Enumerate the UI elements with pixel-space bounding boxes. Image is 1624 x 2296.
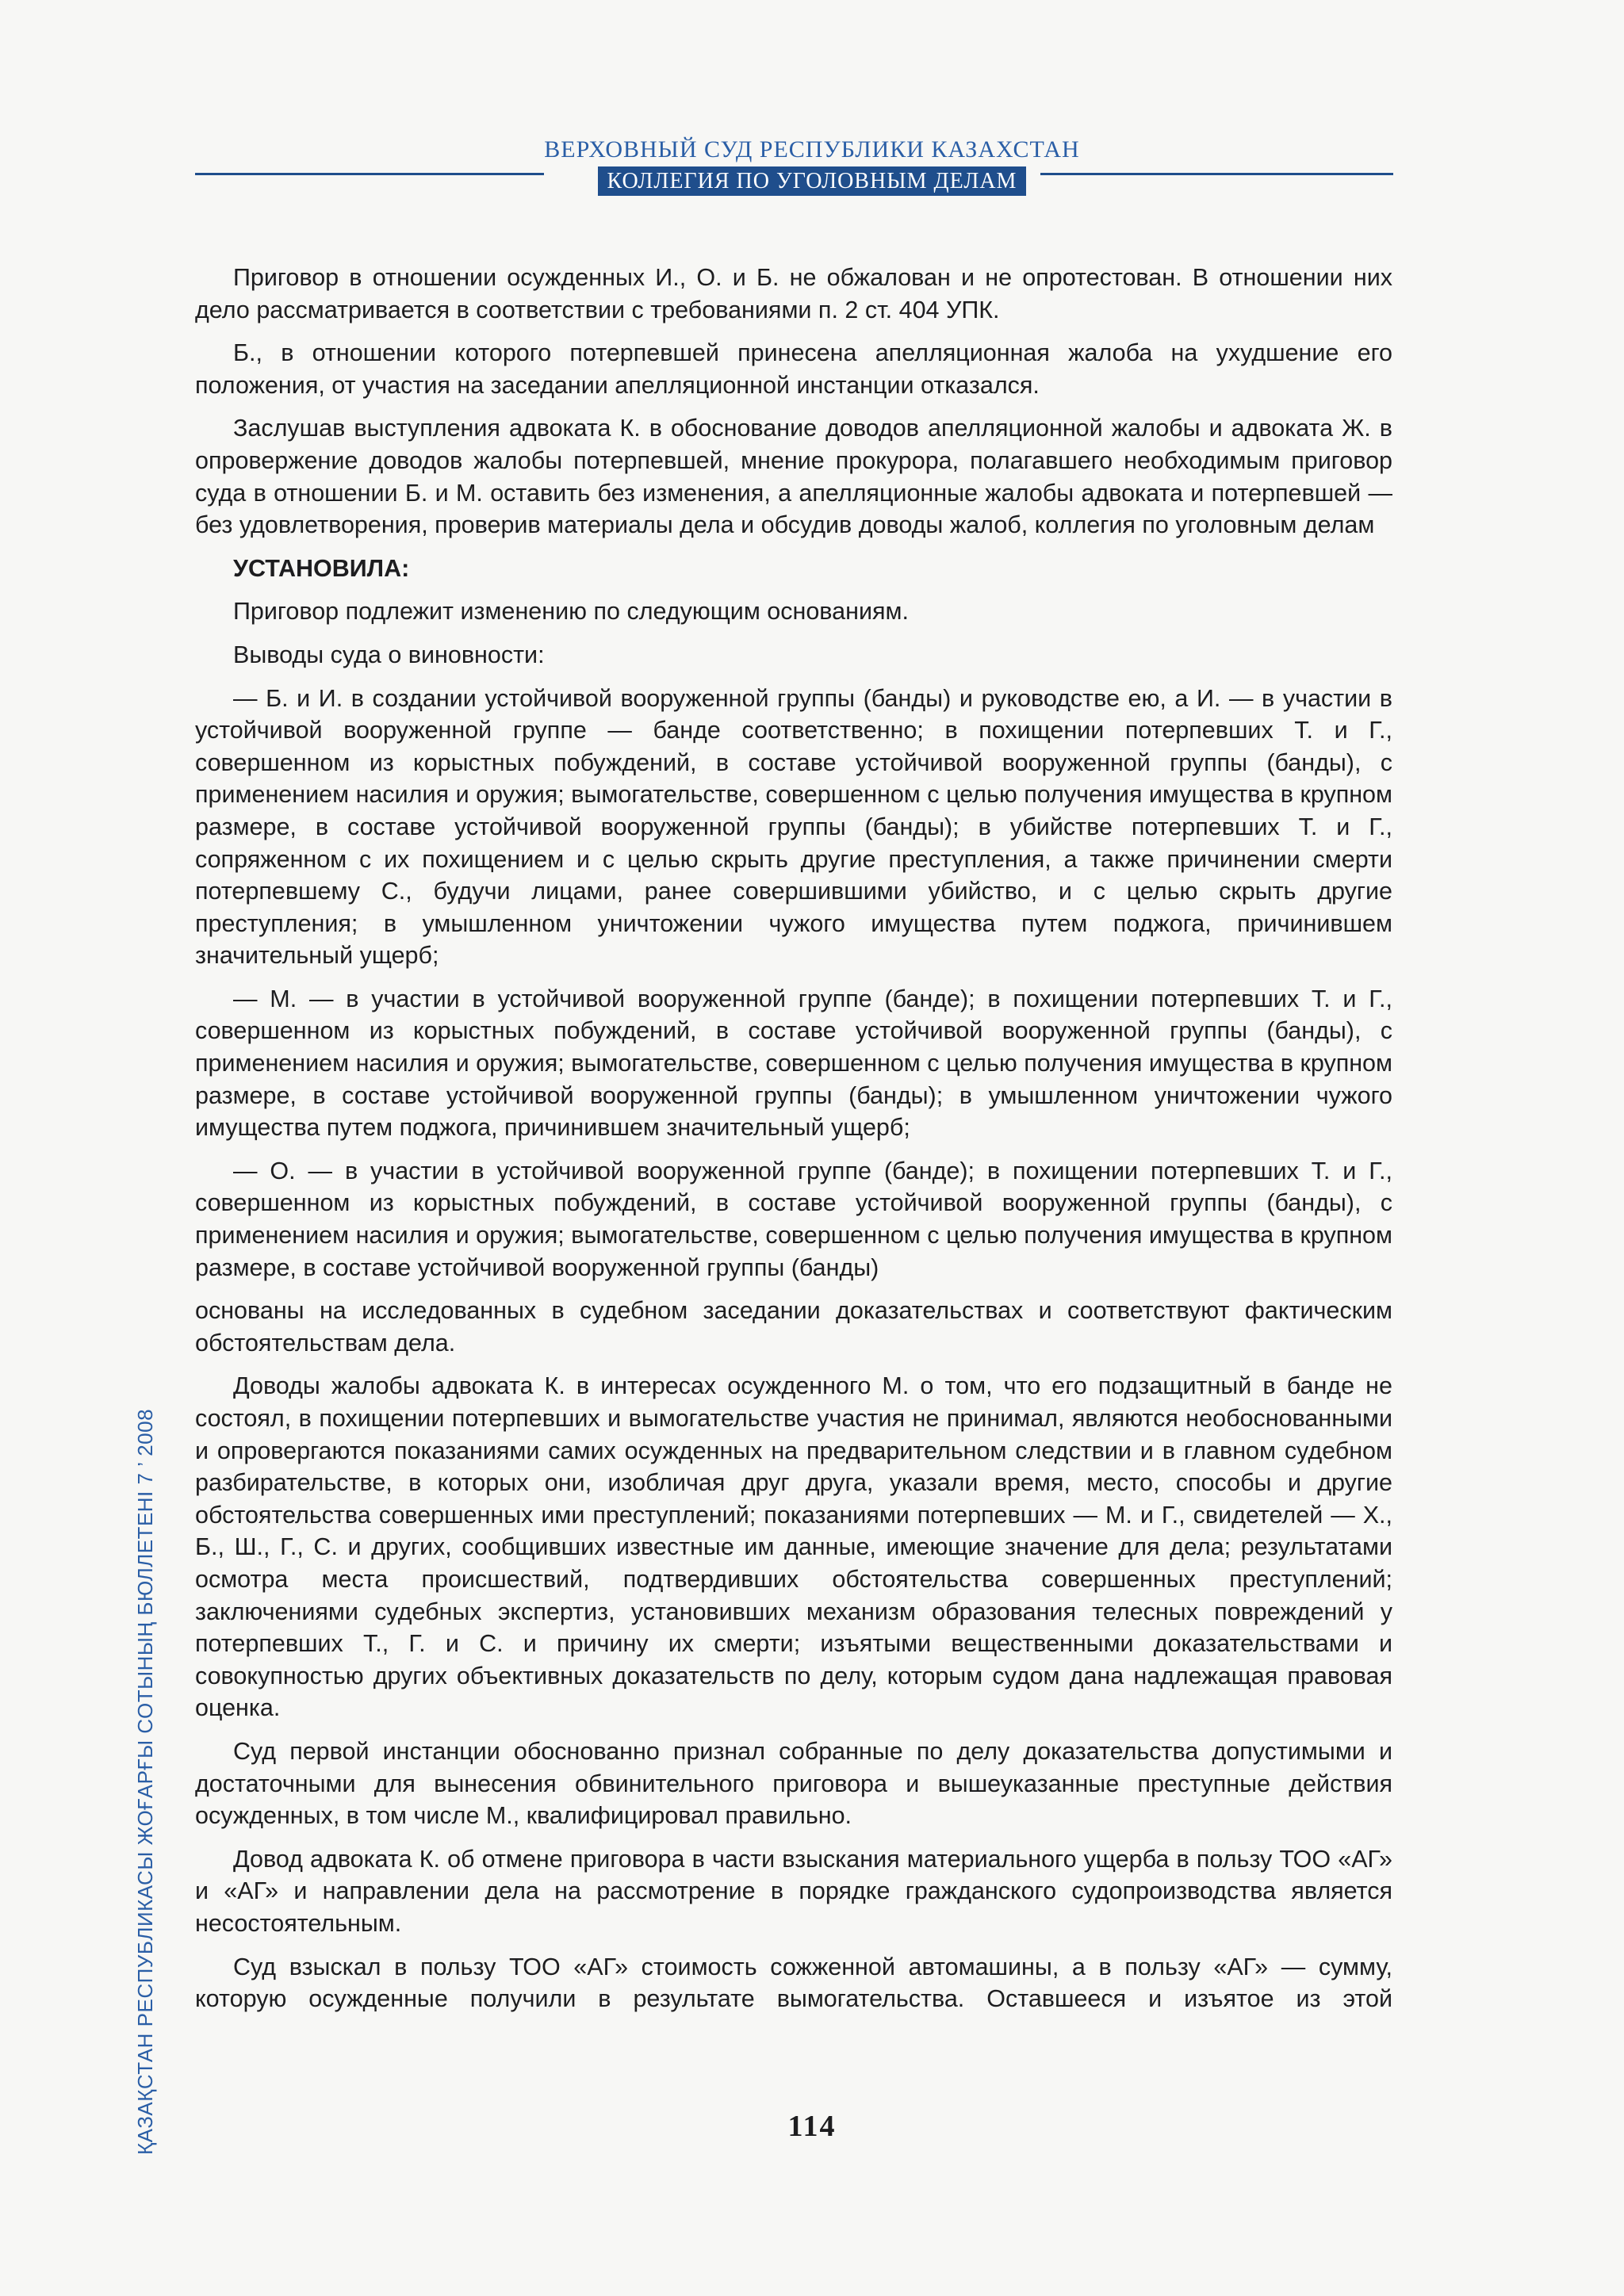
paragraph: Приговор в отношении осужденных И., О. и Б. не обжалован и не опротестован. В отношении них дело рассматривается в соответствии с требованиями п. 2 ст. 404 УПК. <box>195 264 1392 323</box>
paragraph: — Б. и И. в создании устойчивой вооруженной группы (банды) и руководстве ею, а И. — в участии в устойчивой вооруженной группе — банде соответственно; в похищении потерпевших Т. и Г., совершенном из корыстных побуждений, в составе устойчивой вооруженной группы (банды), с применением насилия и оружия; вымогательстве, совершенном с целью получения имущества в крупном размере, в составе устойчивой вооруженной группы (банды); в убийстве потерпевших Т. и Г., сопряженном с их похищением и с целью скрыть другие преступления, а также причинении смерти потерпевшему С., будучи лицами, ранее совершившими убийство, и с целью скрыть другие преступления; в умышленном уничтожении чужого имущества путем поджога, причинившем значительный ущерб; <box>195 684 1392 970</box>
paragraph: Б., в отношении которого потерпевшей принесена апелляционная жалоба на ухудшение его положения, от участия на заседании апелляционной инстанции отказался. <box>195 339 1392 399</box>
page-number: 114 <box>787 2110 837 2143</box>
header-subtitle-wrap <box>0 166 1624 196</box>
paragraph: Суд первой инстанции обоснованно признал собранные по делу доказательства допустимыми и достаточными для вынесения обвинительного приговора и вышеуказанные преступные действия осужденных, в том числе М., квалифицировал правильно. <box>195 1737 1392 1830</box>
paragraph: основаны на исследованных в судебном заседании доказательствах и соответствуют фактическим обстоятельствам дела. <box>195 1297 1392 1357</box>
header-subtitle: КОЛЛЕГИЯ ПО УГОЛОВНЫМ ДЕЛАМ <box>598 166 1027 196</box>
section-heading: УСТАНОВИЛА: <box>233 554 410 582</box>
paragraph: Суд взыскал в пользу ТОО «АГ» стоимость сожженной автомашины, а в пользу «АГ» — сумму, которую осужденные получили в результате вымогательства. Оставшееся и изъятое из этой <box>195 1953 1392 2013</box>
body-text <box>195 262 1392 2026</box>
paragraph: Приговор подлежит изменению по следующим основаниям. <box>233 598 909 626</box>
paragraph: — О. — в участии в устойчивой вооруженной группе (банде); в похищении потерпевших Т. и Г., совершенном из корыстных побуждений, в составе устойчивой вооруженной группы (банды), с применением насилия и оружия; вымогательстве, совершенном с целью получения имущества в крупном размере, в составе устойчивой вооруженной группы (банды) <box>195 1157 1392 1281</box>
paragraph: Доводы жалобы адвоката К. в интересах осужденного М. о том, что его подзащитный в банде не состоял, в похищении потерпевших и вымогательстве участия не принимал, являются необоснованными и опровергаются показаниями самих осужденных на предварительном следствии и в главном судебном разбирательстве, в которых они, изобличая друг друга, указали время, место, способы и другие обстоятельства совершенных ими преступлений; показаниями потерпевших — М. и Г., свидетелей — Х., Б., Ш., Г., С. и других, сообщивших известные им данные, имеющие значение для дела; результатами осмотра места происшествий, подтвердивших обстоятельства совершенных преступлений; заключениями судебных экспертиз, установивших механизм образования телесных повреждений у потерпевших Т., Г. и С. и причину их смерти; изъятыми вещественными доказательствами и совокупностью других объективных доказательств по делу, которым судом дана надлежащая правовая оценка. <box>195 1372 1392 1722</box>
paragraph: Довод адвоката К. об отмене приговора в части взыскания материального ущерба в пользу ТОО «АГ» и «АГ» и направлении дела на рассмотрение в порядке гражданского судопроизводства является несостоятельным. <box>195 1845 1392 1937</box>
paragraph: Заслушав выступления адвоката К. в обоснование доводов апелляционной жалобы и адвоката Ж. в опровержение доводов жалобы потерпевшей, мнение прокурора, полагавшего необходимым приговор суда в отношении Б. и М. оставить без изменения, а апелляционные жалобы адвоката и потерпевшей — без удовлетворения, проверив материалы дела и обсудив доводы жалоб, коллегия по уголовным делам <box>195 415 1392 539</box>
paragraph: Выводы суда о виновности: <box>233 641 545 668</box>
paragraph: — М. — в участии в устойчивой вооруженной группе (банде); в похищении потерпевших Т. и Г., совершенном из корыстных побуждений, в составе устойчивой вооруженной группы (банды), с применением насилия и оружия; вымогательстве, совершенном с целью получения имущества в крупном размере, в составе устойчивой вооруженной группы (банды); в умышленном уничтожении чужого имущества путем поджога, причинившем значительный ущерб; <box>195 985 1392 1142</box>
side-running-title: ҚАЗАҚСТАН РЕСПУБЛИКАСЫ ЖОҒАРҒЫ СОТЫНЫҢ БЮЛЛЕТЕНІ 7 ’ 2008 <box>133 1408 157 2155</box>
header-title: ВЕРХОВНЫЙ СУД РЕСПУБЛИКИ КАЗАХСТАН <box>544 136 1080 163</box>
